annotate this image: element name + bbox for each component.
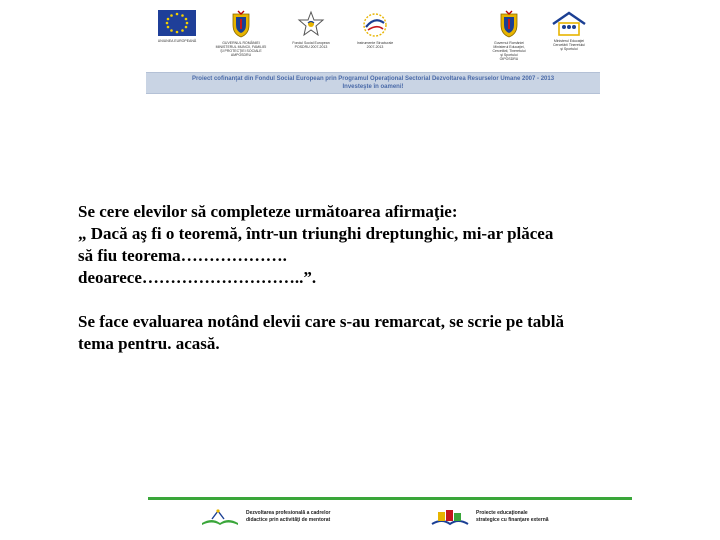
footer-project-2 [430, 507, 549, 527]
footer-divider [148, 497, 632, 500]
footer-line: Proiecte educaţionale [476, 510, 528, 516]
eu-logo [146, 10, 208, 43]
coat-of-arms-icon [230, 10, 252, 38]
coat-of-arms-icon [498, 10, 520, 38]
footer-line: strategice cu finanţare externă [476, 517, 549, 523]
footer-project-2-text [476, 510, 549, 524]
logo-caption: GUVERNUL ROMÂNIEI MINISTERUL MUNCII, FAMILIEI ŞI PROTECŢIEI SOCIALE AMPOSDRU [215, 41, 267, 57]
ministry-coat-logo [478, 10, 540, 61]
task-line: „ Dacă aş fi o teoremă, într-un triunghi dreptunghic, mi-ar plăcea [78, 224, 554, 243]
main-content [78, 201, 678, 355]
house-people-icon [549, 10, 589, 36]
footer-project-1-text [246, 510, 330, 524]
evaluation-line: tema pentru. acasă. [78, 334, 220, 353]
logo-caption: Guvernul României Ministerul Educaţiei, Cercetării, Tineretului şi Sportului OIPOSDRU [492, 41, 526, 61]
evaluation-line: Se face evaluarea notând elevii care s-au remarcat, se scrie pe tablă [78, 312, 564, 331]
partner-logos [146, 10, 600, 68]
government-logo [210, 10, 272, 57]
structural-instruments-icon [357, 10, 393, 38]
footer-project-1 [200, 507, 330, 527]
cofinancing-banner [146, 72, 600, 94]
is-logo [344, 10, 406, 49]
task-paragraph [78, 201, 678, 289]
logo-caption: Fondul Social European POSDRU 2007-2013 [292, 41, 330, 49]
task-line: să fiu teorema………………. [78, 246, 287, 265]
star-icon [297, 10, 325, 38]
books-icon [430, 507, 470, 527]
logo-caption: Ministerul Educaţiei Cercetării Tineretului şi Sportului [552, 39, 586, 51]
ministry-house-logo [538, 10, 600, 51]
logo-caption: Instrumente Structurale 2007-2013 [356, 41, 394, 49]
fse-logo [280, 10, 342, 49]
eu-flag-icon [158, 10, 196, 36]
banner-line-1: Proiect cofinanţat din Fondul Social European prin Programul Operaţional Sectorial Dezvoltarea Resurselor Umane 2007 - 2013 [191, 76, 555, 82]
footer-line: Dezvoltarea profesională a cadrelor [246, 510, 331, 516]
task-line: Se cere elevilor să completeze următoarea afirmaţie: [78, 202, 458, 221]
logo-caption: UNIUNEA EUROPEANĂ [157, 39, 197, 43]
banner-line-2: Investeşte în oameni! [342, 84, 404, 90]
evaluation-paragraph [78, 311, 678, 355]
footer-line: didactice prin activităţi de mentorat [246, 517, 331, 523]
task-line: deoarece………………………..”. [78, 268, 317, 287]
open-book-icon [200, 507, 240, 527]
